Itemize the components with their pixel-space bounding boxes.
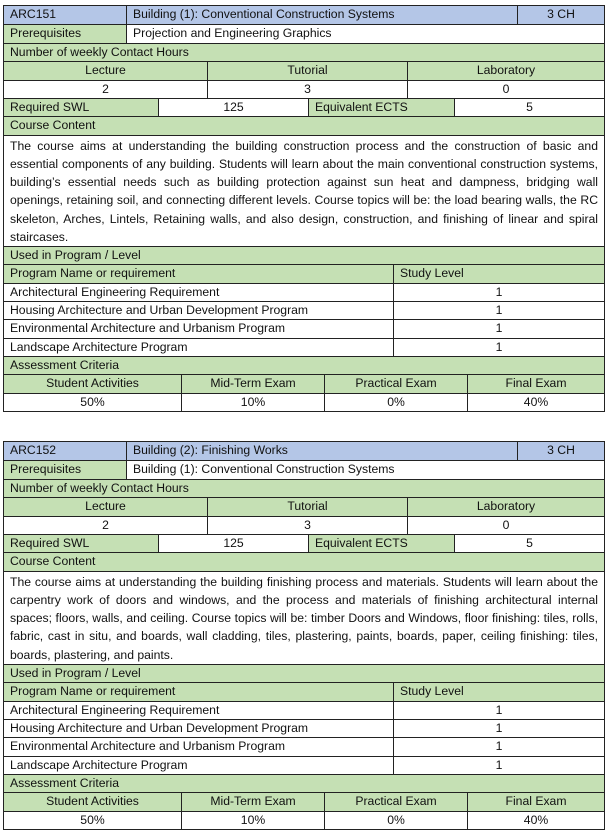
prerequisites-label: Prerequisites: [4, 25, 126, 42]
study-level-header: Study Level: [393, 265, 604, 282]
course-table-arc152: [3, 441, 605, 830]
contact-hours-label-row: [4, 479, 604, 497]
program-level: 1: [393, 302, 604, 319]
program-level: 1: [393, 702, 604, 719]
program-row: [4, 756, 604, 774]
contact-hours-value-row: [4, 80, 604, 98]
practical-exam-header: Practical Exam: [324, 375, 467, 392]
study-level-header: Study Level: [393, 683, 604, 700]
ects-value: 5: [454, 535, 604, 552]
course-content-text: The course aims at understanding the building construction process and the construction of basic and essential components of any building. Students will learn about the main conventional construction systems, building’s essential needs such as building protection against sun heat and dampness, bridging wall openings, retaining soil, and connecting different levels. Course topics will be: the load bearing walls, the RC skeleton, Arches, Lintels, Retaining walls, and also design, construction, and finishing of linear and spiral staircases.: [4, 135, 604, 246]
final-exam-header: Final Exam: [467, 375, 604, 392]
course-header-row: [4, 6, 604, 24]
contact-hours-label: Number of weekly Contact Hours: [4, 480, 604, 497]
student-activities-value: 50%: [4, 394, 181, 411]
program-name: Housing Architecture and Urban Development Program: [4, 720, 393, 737]
program-name: Landscape Architecture Program: [4, 339, 393, 356]
course-content-text: The course aims at understanding the building finishing process and materials. Students will learn about the carpentry work of doors and windows, and the process and materials of finishing architectural internal spaces; floors, walls, and ceiling. Course topics will be: timber Doors and Windows, floor finishing: tiles, rolls, fabric, cast in situ, and boards, wall cladding, tiles, plastering, paints, boards, paper, ceiling finishing: tiles, boards, plastering, and paints.: [4, 571, 604, 664]
practical-exam-value: 0%: [324, 812, 467, 829]
program-name-header: Program Name or requirement: [4, 683, 393, 700]
course-header-row: [4, 442, 604, 460]
practical-exam-header: Practical Exam: [324, 793, 467, 810]
content-label: Course Content: [4, 553, 604, 570]
laboratory-value: 0: [407, 517, 604, 534]
program-level: 1: [393, 720, 604, 737]
laboratory-value: 0: [407, 81, 604, 98]
program-level: 1: [393, 284, 604, 301]
swl-ects-row: [4, 534, 604, 552]
program-row: [4, 319, 604, 337]
lecture-value: 2: [4, 81, 207, 98]
programs-header-row: [4, 682, 604, 700]
student-activities-header: Student Activities: [4, 375, 181, 392]
ects-value: 5: [454, 99, 604, 116]
assessment-label: Assessment Criteria: [4, 775, 604, 792]
course-title: Building (1): Conventional Construction Systems: [126, 6, 517, 24]
final-exam-header: Final Exam: [467, 793, 604, 810]
program-level: 1: [393, 738, 604, 755]
course-title: Building (2): Finishing Works: [126, 442, 517, 460]
assessment-label-row: [4, 356, 604, 374]
lecture-value: 2: [4, 517, 207, 534]
laboratory-header: Laboratory: [407, 498, 604, 515]
student-activities-value: 50%: [4, 812, 181, 829]
assessment-header-row: [4, 374, 604, 392]
program-row: [4, 737, 604, 755]
content-label-row: [4, 116, 604, 134]
assessment-value-row: [4, 811, 604, 829]
contact-hours-label-row: [4, 43, 604, 61]
credit-hours: 3 CH: [517, 442, 604, 460]
swl-value: 125: [158, 535, 308, 552]
lecture-header: Lecture: [4, 62, 207, 79]
credit-hours: 3 CH: [517, 6, 604, 24]
swl-label: Required SWL: [4, 99, 158, 116]
swl-label: Required SWL: [4, 535, 158, 552]
ects-label: Equivalent ECTS: [308, 99, 454, 116]
course-table-arc151: [3, 5, 605, 412]
prerequisites-value: Projection and Engineering Graphics: [126, 25, 604, 42]
program-name-header: Program Name or requirement: [4, 265, 393, 282]
assessment-label-row: [4, 774, 604, 792]
final-exam-value: 40%: [467, 812, 604, 829]
course-code: ARC152: [4, 442, 126, 460]
program-row: [4, 301, 604, 319]
programs-header-row: [4, 264, 604, 282]
content-label-row: [4, 552, 604, 570]
content-label: Course Content: [4, 117, 604, 134]
tutorial-header: Tutorial: [207, 62, 407, 79]
assessment-value-row: [4, 393, 604, 411]
programs-label: Used in Program / Level: [4, 665, 604, 682]
contact-hours-header-row: [4, 497, 604, 515]
program-name: Environmental Architecture and Urbanism Program: [4, 320, 393, 337]
tutorial-value: 3: [207, 81, 407, 98]
student-activities-header: Student Activities: [4, 793, 181, 810]
prerequisites-label: Prerequisites: [4, 461, 126, 478]
prerequisites-row: [4, 460, 604, 478]
swl-value: 125: [158, 99, 308, 116]
program-level: 1: [393, 339, 604, 356]
assessment-label: Assessment Criteria: [4, 357, 604, 374]
course-code: ARC151: [4, 6, 126, 24]
program-name: Environmental Architecture and Urbanism Program: [4, 738, 393, 755]
program-level: 1: [393, 320, 604, 337]
final-exam-value: 40%: [467, 394, 604, 411]
program-name: Housing Architecture and Urban Development Program: [4, 302, 393, 319]
lecture-header: Lecture: [4, 498, 207, 515]
midterm-exam-header: Mid-Term Exam: [181, 793, 324, 810]
midterm-exam-value: 10%: [181, 812, 324, 829]
practical-exam-value: 0%: [324, 394, 467, 411]
programs-label-row: [4, 246, 604, 264]
midterm-exam-header: Mid-Term Exam: [181, 375, 324, 392]
prerequisites-row: [4, 24, 604, 42]
programs-label-row: [4, 664, 604, 682]
midterm-exam-value: 10%: [181, 394, 324, 411]
program-name: Architectural Engineering Requirement: [4, 284, 393, 301]
program-row: [4, 283, 604, 301]
program-row: [4, 338, 604, 356]
assessment-header-row: [4, 792, 604, 810]
program-level: 1: [393, 757, 604, 774]
prerequisites-value: Building (1): Conventional Construction Systems: [126, 461, 604, 478]
program-name: Landscape Architecture Program: [4, 757, 393, 774]
contact-hours-value-row: [4, 516, 604, 534]
program-row: [4, 719, 604, 737]
swl-ects-row: [4, 98, 604, 116]
program-name: Architectural Engineering Requirement: [4, 702, 393, 719]
tutorial-value: 3: [207, 517, 407, 534]
tutorial-header: Tutorial: [207, 498, 407, 515]
contact-hours-label: Number of weekly Contact Hours: [4, 44, 604, 61]
ects-label: Equivalent ECTS: [308, 535, 454, 552]
program-row: [4, 701, 604, 719]
programs-label: Used in Program / Level: [4, 247, 604, 264]
contact-hours-header-row: [4, 61, 604, 79]
laboratory-header: Laboratory: [407, 62, 604, 79]
